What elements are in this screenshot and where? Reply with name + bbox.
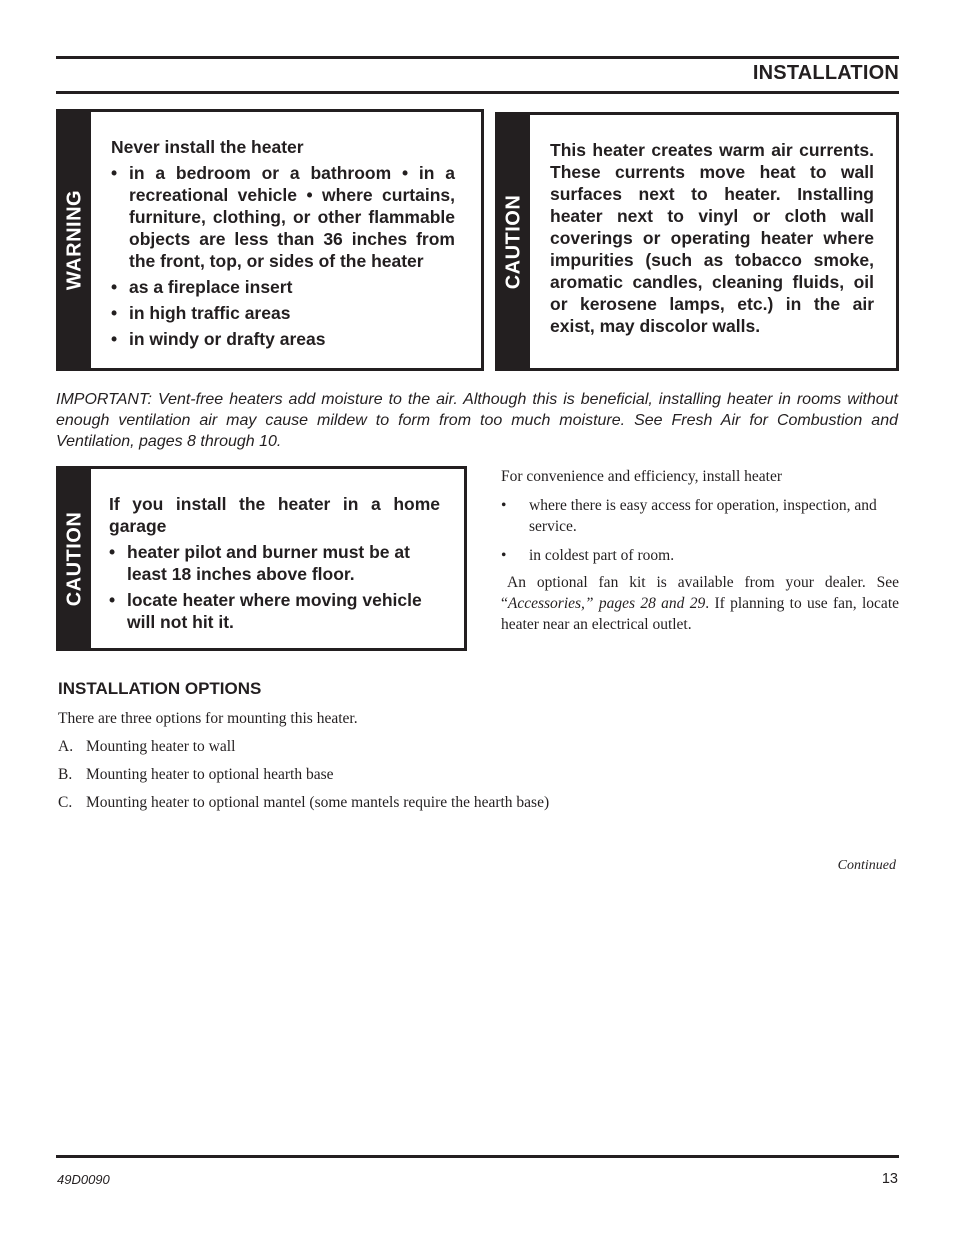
page-number: 13 [881, 1171, 898, 1187]
installation-options-intro: There are three options for mounting this heater. [58, 710, 358, 727]
warning-item: • in a bedroom or a bathroom • in a recreational vehicle • where curtains, furniture, clothing, or other flammable objects are less than 36 inches from the front, top, or sides of the heater [111, 162, 455, 272]
top-rule [56, 56, 899, 59]
warning-label-bar [59, 112, 91, 368]
warning-label: WARNING [63, 189, 86, 291]
caution-currents-text: This heater creates warm air currents. These currents move heat to wall surfaces next to heater. Installing heater next to vinyl or cloth wall coverings or operating heater where impurities (such as tobacco smoke, aromatic candles, cleaning fluids, oil or kerosene lamps, etc.) in the air exist, may discolor walls. [550, 140, 874, 336]
caution-garage-intro: If you install the heater in a home garage [109, 494, 440, 536]
footer-rule [56, 1155, 899, 1158]
convenience-item: • where there is easy access for operation, inspection, and service. [501, 495, 899, 537]
warning-intro: Never install the heater [111, 137, 304, 157]
section-title: INSTALLATION [752, 62, 899, 84]
caution-box-garage [56, 466, 467, 651]
caution-garage-content [91, 469, 464, 648]
option-text: Mounting heater to optional mantel (some mantels require the hearth base) [86, 794, 550, 811]
continued-label: Continued [837, 858, 896, 873]
installation-options-body [58, 708, 758, 820]
warning-item: • in high traffic areas [111, 302, 455, 324]
caution-garage-item: • heater pilot and burner must be at least 18 inches above floor. [109, 541, 440, 585]
convenience-section [501, 466, 899, 635]
option-text: Mounting heater to optional hearth base [86, 766, 334, 783]
warning-item: • as a fireplace insert [111, 276, 455, 298]
fan-kit-post: . If planning to use fan, locate heater near an electrical outlet. [501, 595, 899, 633]
warning-box [56, 109, 484, 371]
option-item [58, 792, 758, 813]
option-letter: A. [58, 738, 74, 755]
option-text: Mounting heater to wall [86, 738, 236, 755]
header-rule [56, 91, 899, 94]
document-number: 49D0090 [57, 1172, 110, 1187]
option-letter: B. [58, 766, 73, 783]
fan-kit-pre: An optional fan kit is available from your dealer. See “ [501, 574, 899, 612]
caution-label-bar [59, 469, 91, 648]
warning-content [91, 112, 481, 368]
installation-options-title: INSTALLATION OPTIONS [58, 679, 262, 698]
caution-label-bar [498, 115, 530, 368]
warning-item: • in windy or drafty areas [111, 328, 455, 350]
warning-list [111, 162, 455, 350]
fan-kit-note [501, 572, 899, 635]
caution-box-currents [495, 112, 899, 371]
convenience-intro: For convenience and efficiency, install heater [501, 468, 783, 485]
fan-kit-reference: Accessories,” pages 28 and 29 [507, 595, 706, 612]
caution-garage-list [109, 541, 440, 633]
option-item [58, 736, 758, 757]
caution-garage-item: • locate heater where moving vehicle will not hit it. [109, 589, 440, 633]
option-item [58, 764, 758, 785]
option-letter: C. [58, 794, 73, 811]
important-note: IMPORTANT: Vent-free heaters add moisture to the air. Although this is beneficial, installing heater in rooms without enough ventilation air may cause mildew to form from too much moisture. See Fresh Air for Combustion and Ventilation, pages 8 through 10. [56, 391, 898, 450]
caution-label: CAUTION [502, 194, 525, 289]
caution-label: CAUTION [63, 511, 86, 606]
convenience-item: • in coldest part of room. [501, 545, 899, 566]
convenience-list [501, 495, 899, 566]
